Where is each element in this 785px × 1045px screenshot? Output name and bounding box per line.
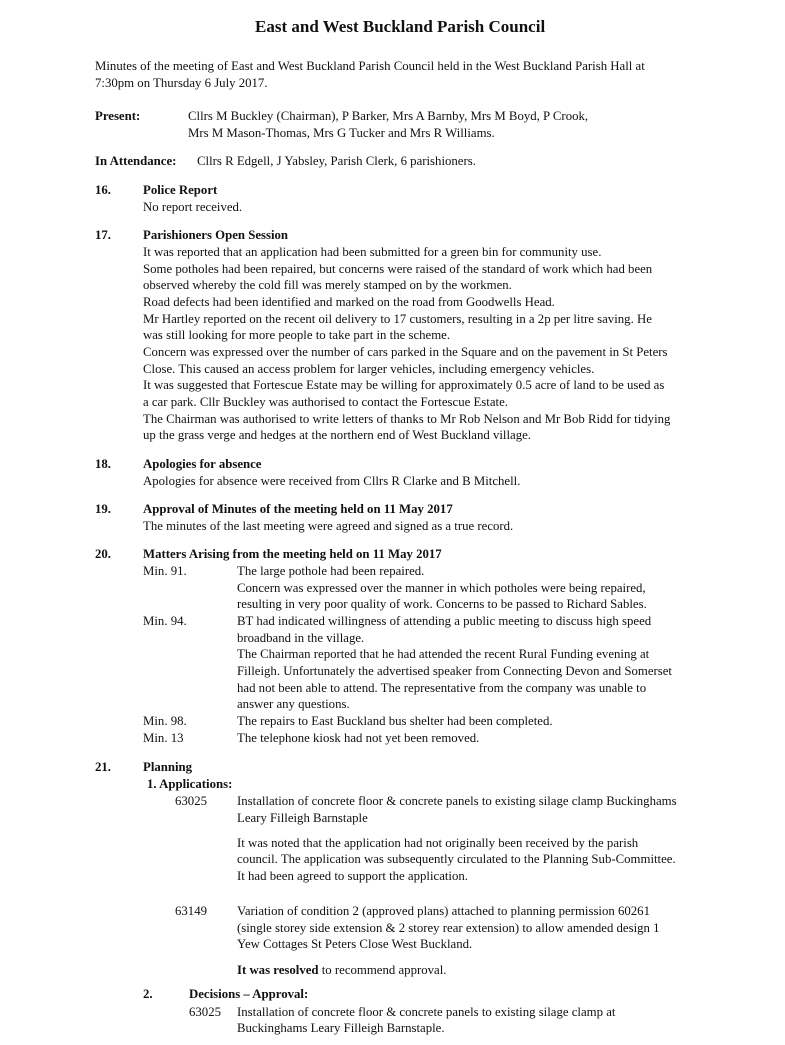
item-line: No report received. — [143, 200, 243, 214]
item-line: It was suggested that Fortescue Estate may be willing for approximately 0.5 acre of land to be used as — [143, 378, 665, 392]
item-line: Some potholes had been repaired, but concerns were raised of the standard of work which had been — [143, 262, 653, 276]
decision-line: Buckinghams Leary Filleigh Barnstaple. — [237, 1021, 445, 1035]
item-line: The minutes of the last meeting were agreed and signed as a true record. — [143, 519, 514, 533]
item-number: 18. — [95, 457, 111, 471]
application-line: (single storey side extension & 2 storey rear extension) to allow amended design 1 — [237, 921, 660, 935]
resolution-bold: It was resolved — [237, 963, 319, 977]
application-line: Yew Cottages St Peters Close West Buckland. — [237, 937, 473, 951]
decisions-number: 2. — [143, 987, 153, 1001]
intro-line: 7:30pm on Thursday 6 July 2017. — [95, 76, 268, 90]
application-note: It was noted that the application had not originally been received by the parish — [237, 836, 639, 850]
application-line: Leary Filleigh Barnstaple — [237, 811, 368, 825]
item-number: 20. — [95, 547, 111, 561]
item-line: Road defects had been identified and marked on the road from Goodwells Head. — [143, 295, 555, 309]
item-heading: Planning — [143, 760, 193, 774]
item-number: 19. — [95, 502, 111, 516]
min-ref: Min. 98. — [143, 714, 187, 728]
item-line: Concern was expressed over the number of cars parked in the Square and on the pavement in St Peters — [143, 345, 668, 359]
decisions-label: Decisions – Approval: — [189, 987, 309, 1001]
min-line: The large pothole had been repaired. — [237, 564, 425, 578]
min-ref: Min. 94. — [143, 614, 187, 628]
min-line: BT had indicated willingness of attending a public meeting to discuss high speed — [237, 614, 652, 628]
decision-line: Installation of concrete floor & concrete panels to existing silage clamp at — [237, 1005, 616, 1019]
min-line: The repairs to East Buckland bus shelter had been completed. — [237, 714, 553, 728]
present-label: Present: — [95, 109, 141, 123]
min-line: broadband in the village. — [237, 631, 365, 645]
applications-label: 1. Applications: — [147, 777, 233, 791]
attendance-text: Cllrs R Edgell, J Yabsley, Parish Clerk, 6 parishioners. — [197, 154, 476, 168]
application-ref: 63149 — [175, 904, 207, 918]
item-line: up the grass verge and hedges at the northern end of West Buckland village. — [143, 428, 531, 442]
min-line: The Chairman reported that he had attended the recent Rural Funding evening at — [237, 647, 650, 661]
item-heading: Parishioners Open Session — [143, 228, 289, 242]
present-line: Cllrs M Buckley (Chairman), P Barker, Mrs A Barnby, Mrs M Boyd, P Crook, — [188, 109, 589, 123]
min-line: answer any questions. — [237, 697, 350, 711]
item-number: 16. — [95, 183, 111, 197]
item-line: was still looking for more people to take part in the scheme. — [143, 328, 451, 342]
item-line: Mr Hartley reported on the recent oil delivery to 17 customers, resulting in a 2p per litre saving. He — [143, 312, 652, 326]
decision-ref: 63025 — [189, 1005, 221, 1019]
intro-line: Minutes of the meeting of East and West Buckland Parish Council held in the West Buckland Parish Hall at — [95, 59, 645, 73]
resolution-line — [237, 962, 446, 979]
item-number: 17. — [95, 228, 111, 242]
item-line: Close. This caused an access problem for larger vehicles, including emergency vehicles. — [143, 362, 595, 376]
item-number: 21. — [95, 760, 111, 774]
item-line: a car park. Cllr Buckley was authorised to contact the Fortescue Estate. — [143, 395, 508, 409]
resolution-text: to recommend approval. — [318, 963, 447, 977]
min-ref: Min. 91. — [143, 564, 187, 578]
min-line: had not been able to attend. The representative from the company was unable to — [237, 681, 647, 695]
item-heading: Matters Arising from the meeting held on 11 May 2017 — [143, 547, 442, 561]
document-title: East and West Buckland Parish Council — [255, 17, 546, 36]
min-ref: Min. 13 — [143, 731, 184, 745]
min-line: Concern was expressed over the manner in which potholes were being repaired, — [237, 581, 646, 595]
min-line: Filleigh. Unfortunately the advertised speaker from Connecting Devon and Somerset — [237, 664, 672, 678]
item-heading: Approval of Minutes of the meeting held on 11 May 2017 — [143, 502, 453, 516]
item-line: observed whereby the cold fill was merely stamped on by the workmen. — [143, 278, 512, 292]
item-line: The Chairman was authorised to write letters of thanks to Mr Rob Nelson and Mr Bob Ridd for tidying — [143, 412, 671, 426]
item-line: It was reported that an application had been submitted for a green bin for community use. — [143, 245, 602, 259]
application-note: council. The application was subsequently circulated to the Planning Sub-Committee. — [237, 852, 676, 866]
application-ref: 63025 — [175, 794, 207, 808]
application-line: Installation of concrete floor & concrete panels to existing silage clamp Buckinghams — [237, 794, 677, 808]
application-line: Variation of condition 2 (approved plans) attached to planning permission 60261 — [237, 904, 650, 918]
min-line: The telephone kiosk had not yet been removed. — [237, 731, 480, 745]
min-line: resulting in very poor quality of work. Concerns to be passed to Richard Sables. — [237, 597, 647, 611]
present-line: Mrs M Mason-Thomas, Mrs G Tucker and Mrs R Williams. — [188, 126, 495, 140]
attendance-label: In Attendance: — [95, 154, 177, 168]
item-heading: Apologies for absence — [143, 457, 262, 471]
application-note: It had been agreed to support the application. — [237, 869, 468, 883]
item-heading: Police Report — [143, 183, 218, 197]
item-line: Apologies for absence were received from Cllrs R Clarke and B Mitchell. — [143, 474, 521, 488]
